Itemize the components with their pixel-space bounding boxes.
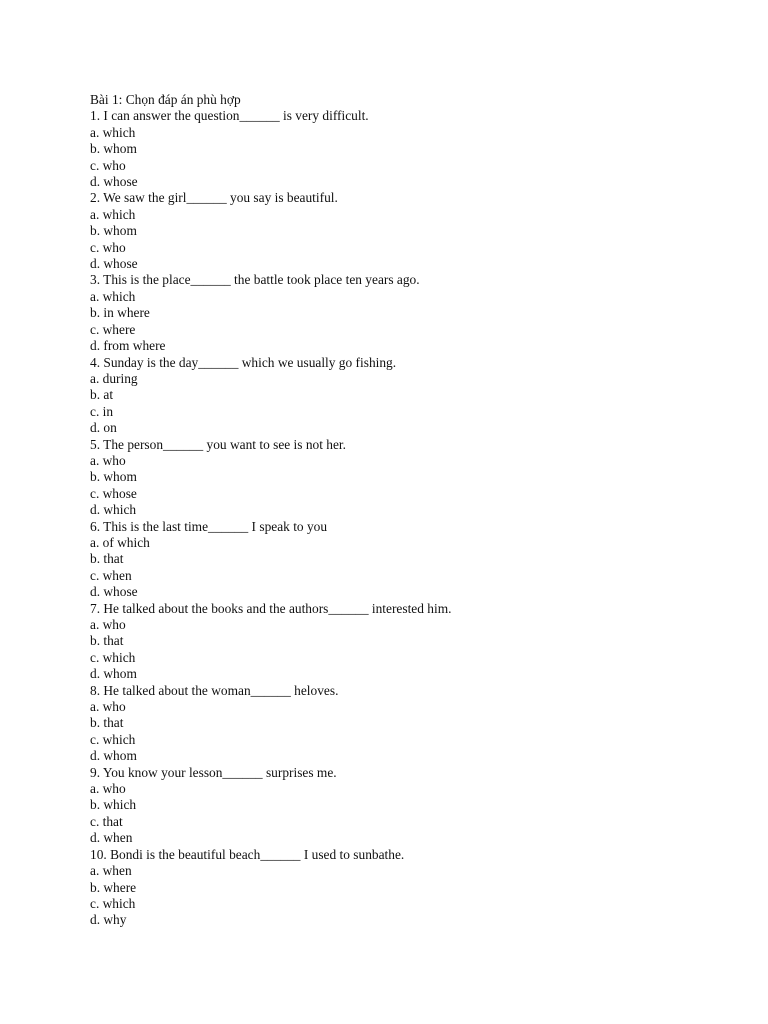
question-text: 8. He talked about the woman______ heloves. <box>90 682 339 698</box>
option-c: c. that <box>90 813 123 829</box>
question-8 <box>90 683 451 765</box>
option-c: c. when <box>90 567 132 583</box>
option-a: a. who <box>90 617 126 632</box>
option-b: b. whom <box>90 223 137 239</box>
option-b: b. that <box>90 715 124 731</box>
question-text: 3. This is the place______ the battle took place ten years ago. <box>90 272 420 288</box>
option-b: b. at <box>90 387 114 403</box>
option-a: a. which <box>90 288 136 304</box>
option-c: c. which <box>90 731 136 747</box>
question-text: 9. You know your lesson______ surprises me. <box>90 764 337 780</box>
exercise-title: Bài 1: Chọn đáp án phù hợp <box>90 92 241 107</box>
option-b: b. whom <box>90 141 137 157</box>
option-b: b. in where <box>90 305 150 321</box>
option-c: c. who <box>90 157 126 173</box>
question-1 <box>90 108 451 190</box>
question-text: 10. Bondi is the beautiful beach______ I used to sunbathe. <box>90 846 405 862</box>
option-c: c. whose <box>90 485 137 501</box>
question-4 <box>90 355 451 437</box>
question-text: 6. This is the last time______ I speak to you <box>90 518 328 534</box>
option-a: a. who <box>90 699 126 715</box>
option-b: b. which <box>90 797 137 813</box>
option-b: b. that <box>90 633 124 649</box>
option-c: c. who <box>90 239 126 255</box>
option-d: d. why <box>90 912 127 928</box>
question-9 <box>90 765 451 847</box>
option-d: d. on <box>90 420 117 436</box>
question-7 <box>90 601 451 683</box>
option-d: d. when <box>90 830 133 846</box>
option-d: d. whose <box>90 584 138 600</box>
option-a: a. who <box>90 452 126 468</box>
option-c: c. which <box>90 895 136 911</box>
question-text: 5. The person______ you want to see is not her. <box>90 436 346 452</box>
option-a: a. which <box>90 124 136 140</box>
option-a: a. which <box>90 206 136 222</box>
option-a: a. of which <box>90 534 150 550</box>
option-a: a. who <box>90 781 126 797</box>
option-d: d. whose <box>90 174 138 190</box>
option-c: c. which <box>90 649 136 665</box>
option-d: d. from where <box>90 338 166 354</box>
option-d: d. whose <box>90 256 138 272</box>
option-a: a. when <box>90 863 132 879</box>
option-c: c. where <box>90 321 136 337</box>
option-a: a. during <box>90 370 138 386</box>
question-10 <box>90 847 451 929</box>
question-text: 1. I can answer the question______ is very difficult. <box>90 108 369 124</box>
option-c: c. in <box>90 403 114 419</box>
question-5 <box>90 437 451 519</box>
question-text: 4. Sunday is the day______ which we usually go fishing. <box>90 354 397 370</box>
question-text: 7. He talked about the books and the authors______ interested him. <box>90 600 452 616</box>
option-b: b. whom <box>90 469 137 485</box>
question-text: 2. We saw the girl______ you say is beautiful. <box>90 190 338 206</box>
option-d: d. whom <box>90 666 137 682</box>
option-b: b. where <box>90 879 137 895</box>
question-6 <box>90 519 451 601</box>
option-d: d. whom <box>90 748 137 764</box>
option-b: b. that <box>90 551 124 567</box>
option-d: d. which <box>90 502 137 518</box>
question-2 <box>90 190 451 272</box>
document-body <box>90 92 451 929</box>
question-3 <box>90 272 451 354</box>
